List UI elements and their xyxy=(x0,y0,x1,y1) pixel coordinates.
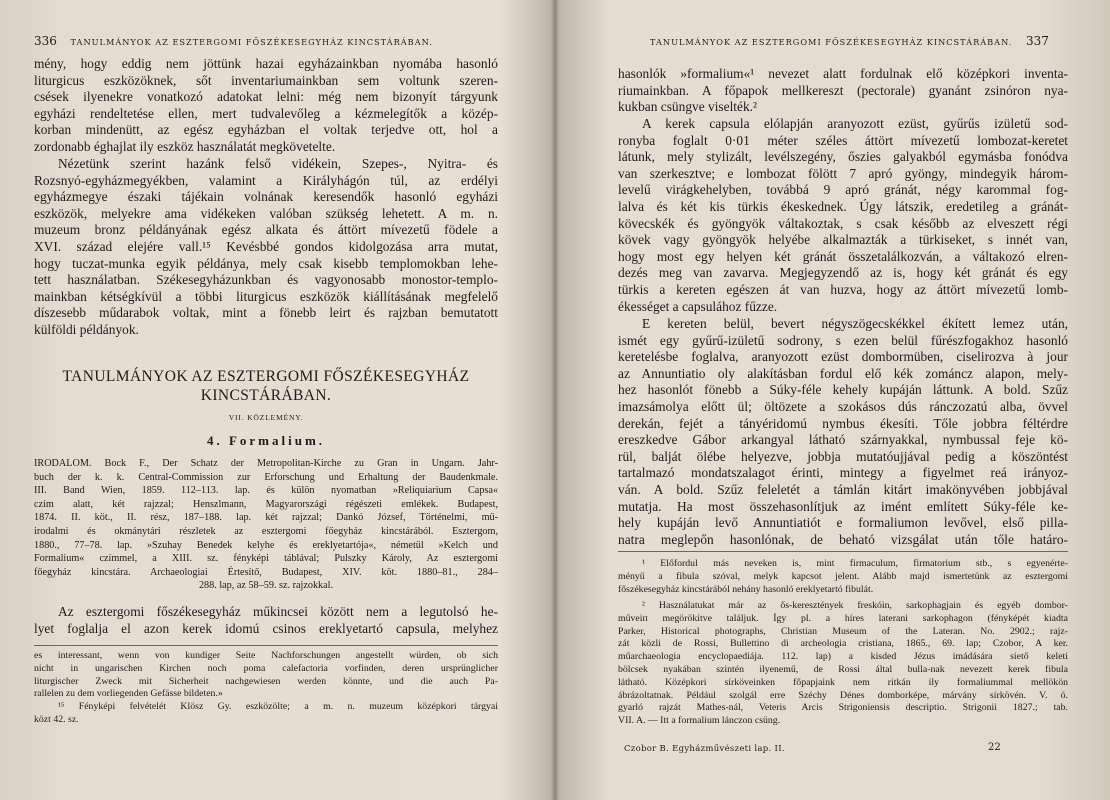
right-second-paragraph xyxy=(618,116,1068,315)
article-heading xyxy=(34,367,498,449)
text-line: derekán, fejét a tányéridomú nymbus ékesíti. Tőle jobbra féltérdre xyxy=(618,415,1068,431)
printer-signature: Czobor B. Egyházművészeti lap. II. xyxy=(624,744,785,754)
left-top-paragraph xyxy=(34,56,498,156)
text-line: egyházi rendeltetése ellen, mert tudvalevőleg a kézmelegítők a közép- xyxy=(34,105,498,121)
footnote-line: ¹⁵ Fényképi felvételét Klösz Gy. eszközölte; a m. n. muzeum középkori tárgyai xyxy=(58,701,498,713)
right-third-paragraph xyxy=(618,316,1068,548)
right-first-paragraph xyxy=(618,66,1068,116)
text-line: ereszkedve Gábor arkangyal látható szárnyakkal, nymbussal feje kö- xyxy=(618,432,1068,448)
text-line: hasonlók »formalium«¹ nevezet alatt fordulnak elő középkori inventa- xyxy=(618,66,1068,81)
text-line: Az esztergomi főszékesegyház műkincsei között nem a legutolsó he- xyxy=(58,604,498,619)
text-line: korban mindenütt, az egész egyházban el voltak terjedve ott, hol a xyxy=(34,122,498,138)
text-line: lalva és két kis türkis ékeskednek. Úgy látszik, eredetileg a gránát- xyxy=(618,198,1068,214)
text-line: lyet foglalja el azon kerek idomú csinos ereklyetartó capsula, melyhez xyxy=(34,620,498,636)
footnote-line: főszékesegyház kincstárából nehány hasonló ereklyetartó fibulát. xyxy=(618,583,874,595)
literature-line: III. Band Wien, 1859. 112–113. lap. és külön nyomatban »Reliquiarium Capsa« xyxy=(34,485,498,497)
text-line: hogy tuczat-munka egyik példánya, mely csak kisebb templomokban lehe- xyxy=(34,255,498,271)
literature-line: czím alatt, két rajzzal; Henszlmann, Magyarországi régészeti emlékek. Budapest, xyxy=(34,498,498,510)
signature-number: 22 xyxy=(988,742,1001,753)
literature-line: 288. lap, az 58–59. sz. rajzokkal. xyxy=(198,580,334,592)
text-line: kövek vagy gyöngyök helyébe alkalmazták a türkiseket, s innét van, xyxy=(618,232,1068,248)
text-line: hez hasonlót fönebb a Súky-féle kehely kupáján láttunk. A bold. Szűz xyxy=(618,382,1068,398)
footnote-line: gyarló rajzát Mathes-nál, Veteris Arcis Strigoniensis descriptio. Strigonii 1827.; tab. xyxy=(618,702,1068,714)
footnote-line: ² Használatukat már az ős-keresztények freskóin, sarkophagjain és egyéb dombor- xyxy=(642,600,1068,611)
right-page xyxy=(558,0,1110,800)
left-running-head xyxy=(34,34,433,48)
literature-line: főegyház kincstára. Archaeologiai Értesítő, Budapest, XIV. köt. 1880–81., 284– xyxy=(34,566,498,578)
text-line: E kereten belül, bevert négyszögecskékkel ékített lemez után, xyxy=(642,316,1068,331)
footnote-line: rallelen zu dem vorliegenden Gefässe bildeten.» xyxy=(34,688,223,700)
footnote-line: Parker, Historical photographs, Christian Museum of the Lateran. No. 2902.; rajz- xyxy=(618,625,1068,637)
literature-line: irodalmi és okmánytári részletek az esztergomi főegyház kincstárából. Esztergom, xyxy=(34,525,498,537)
footnote-line: közt 42. sz. xyxy=(34,713,79,725)
text-line: keretelésbe foglalva, aranyozott ezüst dombormüben, ciselirozva à jour xyxy=(618,349,1068,365)
left-page xyxy=(0,0,552,800)
footnote-line: bölcsek nyakában szintén ilyenemű, de Rossi által bulla-nak nevezett kerek fibula xyxy=(618,663,1068,675)
text-line: külföldi példányok. xyxy=(34,321,139,337)
text-line: tartalmazó mondatszalagot érinti, mintegy a figyelmet reá irányoz- xyxy=(618,465,1068,481)
literature-line: IRODALOM. Bock F., Der Schatz der Metropolitan-Kirche zu Gran in Ungarn. Jahr- xyxy=(34,458,498,469)
right-footnote-2 xyxy=(618,600,1068,728)
footnote-line: zát közli de Rossi, Bullettino di archeologia cristiana, 1865., 69. lap; Czobor, A ker. xyxy=(618,638,1068,650)
text-line: liturgicus eszközöknek, sőt inventariumainkban sem voltunk szeren- xyxy=(34,72,498,88)
footnote-line: VII. A. — Itt a formalium lánczon csüng. xyxy=(618,715,781,727)
section-title: 4. Formalium. xyxy=(206,433,326,448)
right-footnote-1 xyxy=(618,558,1068,596)
article-title-continued: KINCSTÁRÁBAN. xyxy=(200,387,332,404)
footnote-line: ¹ Előfordul más neveken is, mint firmaculum, firmatorium stb., s egyenérte- xyxy=(642,558,1068,569)
article-title: TANULMÁNYOK AZ ESZTERGOMI FŐSZÉKESEGYHÁZ xyxy=(62,368,470,385)
text-line: hogy most egy helyen két gránát összetalálkozván, a váltakozó elren- xyxy=(618,248,1068,264)
text-line: mutatja. Ha most összehasonlítjuk az imént említett Súky-féle ke- xyxy=(618,498,1068,514)
text-line: ékességet a capsulához fűzze. xyxy=(618,298,778,314)
footnote-line: műarchaeologia encyclopaediája. 112. lap) a kisded Jézus imádására siető keleti xyxy=(618,651,1068,663)
text-line: türkis a kereten egészen át van huzva, hogy az áttört mívezetű lomb- xyxy=(618,281,1068,297)
text-line: muzeum bronz példányának egész alkata és áttört mívezetű födele a xyxy=(34,222,498,238)
left-running-head-text: TANULMÁNYOK AZ ESZTERGOMI FŐSZÉKESEGYHÁZ KINCSTÁRÁBAN. xyxy=(70,37,433,47)
text-line: levelű virágkehelyben, továbbá 9 apró gránát, négy karommal fog- xyxy=(618,182,1068,198)
text-line: dezés meg van zavarva. Megjegyzendő az is, hogy két gránát és egy xyxy=(618,265,1068,281)
text-line: egyházmegye északi tájékain volnának keresendők hasonló egyházi xyxy=(34,189,498,205)
text-line: tett használatban. Székesegyházunkban és vagyonosabb monostor-templo- xyxy=(34,272,498,288)
footnote-line: látható. Középkori sírköveinken főpapjaink nem ritkán ily formaliummal mellökön xyxy=(618,676,1068,688)
text-line: hely kupáján levő Annuntiatiót e formaliumon levővel, első pilla- xyxy=(618,515,1068,531)
text-line: XVI. század elejére vall.¹⁵ Kevésbbé gondos kidolgozása arra mutat, xyxy=(34,238,498,254)
text-line: mainkban kétségkívül a többi liturgicus eszközök kiállításának megfelelő xyxy=(34,288,498,304)
text-line: imazsámolya előtt ül; öltözete a szokásos dús ránczozatú alba, övvel xyxy=(618,398,1068,414)
right-running-head-text: TANULMÁNYOK AZ ESZTERGOMI FŐSZÉKESEGYHÁZ KINCSTÁRÁBAN. xyxy=(650,37,1013,47)
text-line: kövecskék és gyöngyök váltakoztak, s csak később az elveszett régi xyxy=(618,215,1068,231)
literature-block xyxy=(34,457,498,593)
footnote-line: ábrázoltatnak. Például szolgál erre Széchy Dénes domborképe, márvány sírkövén. V. ö. xyxy=(618,689,1068,701)
text-line: rül, balját ölébe helyezve, jobbja mutatóujjával pedig a köszöntést xyxy=(618,448,1068,464)
footnote-rule xyxy=(34,645,498,646)
literature-line: Formalium« czímmel, a XIII. sz. fényképi táblával; Pulszky Károly, Az esztergomi xyxy=(34,553,498,565)
text-line: natra meglepőn hasonlónak, de beható vizsgálat után tőle határo- xyxy=(618,531,1068,547)
left-second-paragraph xyxy=(34,156,498,339)
footnote-line: liturgischer Zweck mit Sicherheit nachgewiesen werden könnte, und die auch Pa- xyxy=(34,675,498,687)
literature-line: 1880., 77–78. lap. »Szuhay Benedek kelyhe és ereklyetartója«, németül »Kelch und xyxy=(34,539,498,551)
text-line: mény, hogy eddig nem jöttünk hazai egyházainkban nyomába hasonló xyxy=(34,56,498,71)
text-line: Rozsnyó-egyházmegyékben, valamint a Királyhágón túl, az erdélyi xyxy=(34,172,498,188)
text-line: riumainkban. A főpapok mellkereszt (pectorale) gyanánt zsinóron nya- xyxy=(618,82,1068,98)
footnote-line: ményű a fibula szóval, melyk kapcsot jelent. Alább majd ismertetünk az esztergomi xyxy=(618,570,1068,582)
right-page-number: 337 xyxy=(1025,34,1049,48)
text-line: kukban csüngve viselték.² xyxy=(618,99,758,115)
text-line: ismét egy gyűrű-izületű sodrony, s ezen belül fűrészfogakhoz hasonló xyxy=(618,332,1068,348)
text-line: ronyba foglalt 0·01 méter széles áttört mívezetű lombozat-keretet xyxy=(618,132,1068,148)
installment-label: VII. KÖZLEMÉNY. xyxy=(228,413,304,422)
text-line: csések ilyenekre vonatkozó adatokat lelni: még nem bizonyít tárgyunk xyxy=(34,89,498,105)
left-footnotes xyxy=(34,650,498,727)
left-final-paragraph xyxy=(34,604,498,637)
text-line: ván. A bold. Szűz feleletét a támlán kitárt imakönyvében jobbjával xyxy=(618,481,1068,497)
footnote-line: nicht in ungarischen Kirchen noch poma calefactoria vorfinden, deren ursprünglicher xyxy=(34,662,498,674)
footnote-line: es interessant, wenn von kundiger Seite Nachforschungen angestellt würden, ob sich xyxy=(34,650,498,661)
text-line: látunk, mely stylizált, levélszegény, őszies galyakból egymásba fonódva xyxy=(618,149,1068,165)
text-line: díszesebb műdarabok voltak, mint a fönebb leirt és rajzban bemutatott xyxy=(34,305,498,321)
text-line: zordonabb éghajlat ily eszköz használatát megkövetelte. xyxy=(34,138,336,154)
text-line: A kerek capsula elólapján aranyozott ezüst, gyűrűs izületű sod- xyxy=(642,116,1068,131)
text-line: van szerkesztve; e lombozat fölött 7 apró gyöngy, mindegyik három- xyxy=(618,165,1068,181)
text-line: az Annuntiatio oly alakításban fordul elő kék zománcz alapon, mely- xyxy=(618,365,1068,381)
left-page-number: 336 xyxy=(34,34,57,48)
literature-line: buch der k. k. Central-Commission zur Erforschung und Erhaltung der Baudenkmale. xyxy=(34,471,498,483)
literature-line: 1874. II. köt., II. rész, 187–188. lap. két rajzzal; Dankó József, Történelmi, mű- xyxy=(34,512,498,524)
right-running-head xyxy=(650,34,1049,48)
footnote-rule xyxy=(618,551,1068,552)
text-line: Nézetünk szerint hazánk felső vidékein, Szepes-, Nyitra- és xyxy=(58,156,498,171)
footnote-line: műveiп megörökítve találjuk. Így pl. a híres laterani sarkophagon (fényképét kiadta xyxy=(618,612,1068,624)
text-line: eszközök, melyekre ama vidékeken valóban szükség lehetett. A m. n. xyxy=(34,205,498,221)
